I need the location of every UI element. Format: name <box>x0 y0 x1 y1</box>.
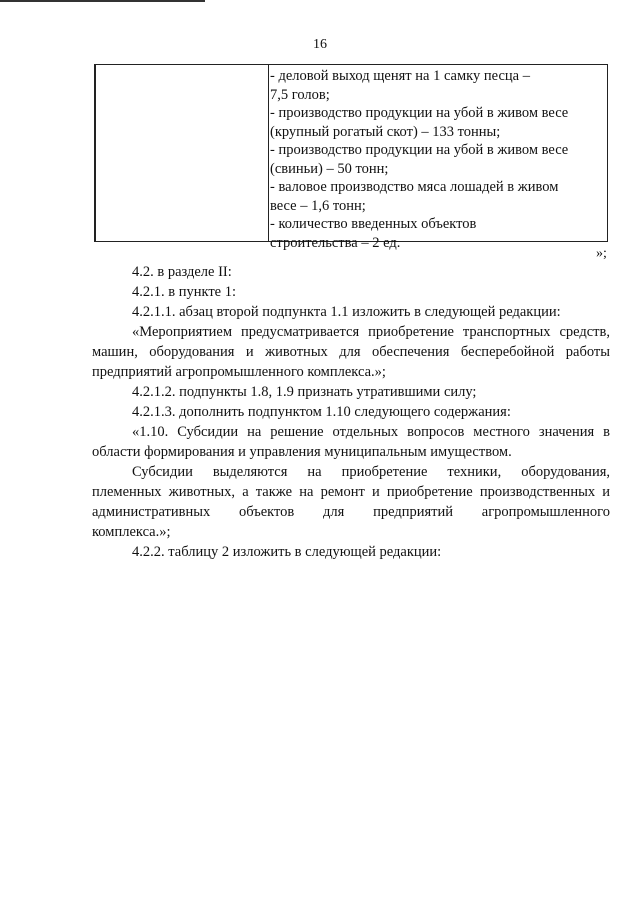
subsection-1-10-line: «1.10. Субсидии на решение отдельных вопросов местного значения в <box>132 424 610 440</box>
table-line: строительства – 2 ед. <box>270 234 401 251</box>
page-number: 16 <box>313 37 327 52</box>
table-line: весе – 1,6 тонн; <box>270 197 366 214</box>
paragraph-4-2: 4.2. в разделе II: <box>132 264 232 280</box>
paragraph-4-2-1-3: 4.2.1.3. дополнить подпунктом 1.10 следующего содержания: <box>132 404 511 420</box>
subsidy-line: комплекса.»; <box>92 524 171 540</box>
subsidy-line: Субсидии выделяются на приобретение техники, оборудования, <box>132 464 610 480</box>
table-line: - деловой выход щенят на 1 самку песца – <box>270 68 530 84</box>
scan-edge-line <box>0 0 205 2</box>
indicator-table <box>94 64 608 251</box>
body-text <box>92 262 610 562</box>
paragraph-4-2-1: 4.2.1. в пункте 1: <box>132 284 237 300</box>
table-line: (крупный рогатый скот) – 133 тонны; <box>270 123 501 140</box>
quote-line: «Мероприятием предусматривается приобретение транспортных средств, <box>132 324 610 340</box>
table-line: - производство продукции на убой в живом весе <box>270 105 569 121</box>
quote-line: предприятий агропромышленного комплекса.»; <box>92 364 386 380</box>
table-line: (свиньи) – 50 тонн; <box>270 160 389 177</box>
subsidy-line: административных объектов для предприятий агропромышленного <box>92 504 610 520</box>
paragraph-4-2-1-1: 4.2.1.1. абзац второй подпункта 1.1 изложить в следующей редакции: <box>132 304 561 320</box>
closing-quote: »; <box>596 246 607 261</box>
subsection-1-10-line: области формирования и управления муниципальным имуществом. <box>92 444 512 460</box>
table-line: - количество введенных объектов <box>270 216 477 232</box>
table-right-cell <box>270 67 603 252</box>
quote-line: машин, оборудования и животных для обеспечения бесперебойной работы <box>92 344 610 360</box>
subsidy-line: племенных животных, а также на ремонт и приобретение производственных и <box>92 484 610 500</box>
table-line: - валовое производство мяса лошадей в живом <box>270 179 559 195</box>
paragraph-4-2-2: 4.2.2. таблицу 2 изложить в следующей редакции: <box>132 544 442 560</box>
paragraph-4-2-1-2: 4.2.1.2. подпункты 1.8, 1.9 признать утратившими силу; <box>132 384 477 400</box>
table-line: 7,5 голов; <box>270 86 330 103</box>
table-line: - производство продукции на убой в живом весе <box>270 142 569 158</box>
table-left-cell <box>96 65 269 241</box>
